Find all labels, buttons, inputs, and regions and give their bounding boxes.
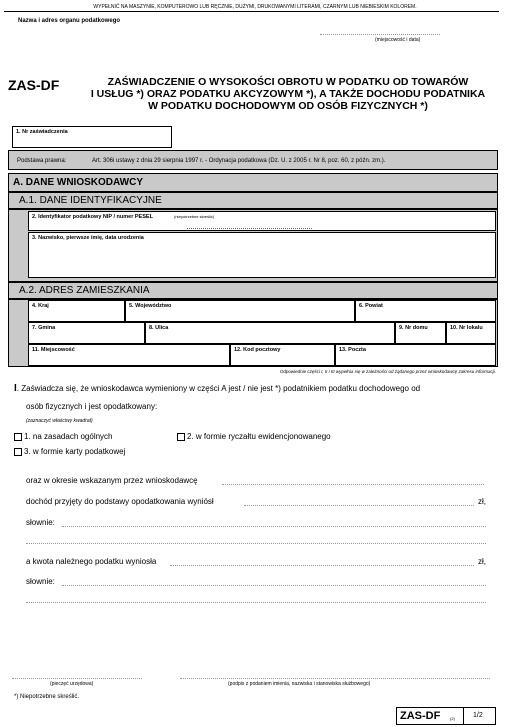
top-rule — [4, 11, 499, 12]
footer-version: (2) — [450, 716, 455, 721]
tax-currency: zł, — [478, 557, 486, 566]
signature-field[interactable] — [180, 678, 490, 679]
tax-in-words-field[interactable] — [62, 585, 486, 586]
county-field[interactable] — [355, 300, 496, 322]
nip-pesel-ticks — [187, 228, 312, 229]
period-text: oraz w okresie wskazanym przez wnioskodawcę — [26, 476, 198, 485]
section-a2-title: A.2. ADRES ZAMIESZKANIA — [19, 285, 150, 296]
section-a-title: A. DANE WNIOSKODAWCY — [13, 177, 143, 188]
nip-pesel-note: (niepotrzebne skreślić) — [174, 214, 215, 219]
option-general-rules[interactable] — [14, 432, 113, 441]
street-field[interactable] — [145, 322, 395, 344]
legal-basis-label: Podstawa prawna: — [17, 158, 67, 164]
checkbox-lump-sum[interactable] — [177, 433, 185, 441]
nip-pesel-label: 2. Identyfikator podatkowy NIP / numer PESEL — [32, 214, 153, 220]
page-number: 1/2 — [473, 712, 483, 719]
country-field[interactable] — [28, 300, 125, 322]
section-a1-title: A.1. DANE IDENTYFIKACYJNE — [19, 195, 162, 206]
income-in-words-label: słownie: — [26, 518, 55, 527]
town-field[interactable] — [28, 344, 230, 366]
stamp-field[interactable] — [12, 678, 142, 679]
income-in-words-field[interactable] — [62, 526, 486, 527]
form-title — [68, 76, 508, 112]
tax-in-words-field-2[interactable] — [26, 602, 486, 603]
county-label: 6. Powiat — [359, 303, 383, 309]
top-instruction: WYPEŁNIĆ NA MASZYNIE, KOMPUTEROWO LUB RĘCZNIE, DUŻYMI, DRUKOWANYMI LITERAMI, CZARNYM LUB NIEBIESKIM KOLOREM. — [93, 4, 417, 10]
flat-number-field[interactable] — [446, 322, 496, 344]
section-a1-header — [8, 192, 498, 209]
municipality-label: 7. Gmina — [32, 325, 56, 331]
office-name-label: Nazwa i adres organu podatkowego — [18, 18, 121, 24]
option-tax-card-label: 3. w formie karty podatkowej — [24, 447, 126, 456]
footer-form-code: ZAS-DF — [400, 710, 441, 722]
tax-field[interactable] — [170, 565, 474, 566]
voivodeship-label: 5. Województwo — [129, 303, 172, 309]
section-a2-header — [8, 282, 498, 299]
stamp-label: (pieczęć urzędowa) — [50, 681, 94, 687]
house-number-field[interactable] — [395, 322, 446, 344]
certificate-number-field[interactable] — [12, 126, 172, 148]
footer-divider — [463, 708, 464, 724]
part1-statement — [14, 383, 504, 394]
place-date-field[interactable] — [320, 34, 440, 35]
street-label: 8. Ulica — [149, 325, 169, 331]
flat-number-label: 10. Nr lokalu — [450, 325, 483, 331]
postal-code-field[interactable] — [230, 344, 335, 366]
post-office-label: 13. Poczta — [339, 347, 366, 353]
signature-label: (podpis z podaniem imienia, nazwiska i stanowiska służbowego) — [228, 681, 371, 687]
part1-number: I — [14, 383, 17, 394]
name-birthdate-field[interactable] — [28, 232, 496, 278]
house-number-label: 9. Nr domu — [399, 325, 428, 331]
tax-in-words-label: słownie: — [26, 577, 55, 586]
title-line-2: I USŁUG *) ORAZ PODATKU AKCYZOWYM *), A TAKŻE DOCHODU PODATNIKA — [90, 88, 486, 100]
checkbox-tax-card[interactable] — [14, 448, 22, 456]
nip-pesel-field[interactable] — [28, 211, 496, 231]
certificate-number-label: 1. Nr zaświadczenia — [16, 129, 68, 135]
voivodeship-field[interactable] — [125, 300, 355, 322]
municipality-field[interactable] — [28, 322, 145, 344]
form-code: ZAS-DF — [8, 77, 60, 93]
checkbox-general-rules[interactable] — [14, 433, 22, 441]
income-text: dochód przyjęty do podstawy opodatkowania wyniósł — [26, 497, 214, 506]
post-office-field[interactable] — [335, 344, 496, 366]
part1-text-line1: . Zaświadcza się, że wnioskodawca wymieniony w części A jest / nie jest *) podatnikiem podatku dochodowego od — [16, 384, 421, 393]
income-in-words-field-2[interactable] — [26, 543, 486, 544]
option-tax-card[interactable] — [14, 447, 125, 456]
parts-note: Odpowiednie części I, II i III wypełnia się w zależności od żądanego przez wnioskodawcę zakresu informacji. — [279, 369, 496, 374]
legal-basis-text: Art. 306i ustawy z dnia 29 sierpnia 1997 r. - Ordynacja podatkowa (Dz. U. z 2005 r. Nr 8, poz. 60, z późn. zm.). — [92, 158, 386, 164]
option-general-rules-label: 1. na zasadach ogólnych — [24, 432, 113, 441]
income-field[interactable] — [244, 505, 474, 506]
place-date-label: (miejscowość i data) — [375, 37, 421, 43]
tax-text: a kwota należnego podatku wyniosła — [26, 557, 157, 566]
town-label: 11. Miejscowość — [32, 347, 75, 353]
legal-basis-bar — [8, 150, 498, 170]
country-label: 4. Kraj — [32, 303, 49, 309]
postal-code-label: 12. Kod pocztowy — [234, 347, 281, 353]
option-lump-sum-label: 2. w formie ryczałtu ewidencjonowanego — [187, 432, 331, 441]
footer-box — [396, 707, 496, 725]
title-line-3: W PODATKU DOCHODOWYM OD OSÓB FIZYCZNYCH *) — [148, 100, 428, 112]
period-field[interactable] — [222, 484, 484, 485]
section-a-header — [8, 173, 498, 192]
footnote: *) Niepotrzebne skreślić. — [14, 694, 80, 700]
name-birthdate-label: 3. Nazwisko, pierwsze imię, data urodzenia — [32, 235, 144, 241]
option-lump-sum[interactable] — [177, 432, 331, 441]
mark-note: (zaznaczyć właściwy kwadrat) — [26, 418, 93, 424]
title-line-1: ZAŚWIADCZENIE O WYSOKOŚCI OBROTU W PODATKU OD TOWARÓW — [107, 76, 469, 88]
income-currency: zł, — [478, 497, 486, 506]
part1-text-line2: osób fizycznych i jest opodatkowany: — [26, 402, 158, 411]
